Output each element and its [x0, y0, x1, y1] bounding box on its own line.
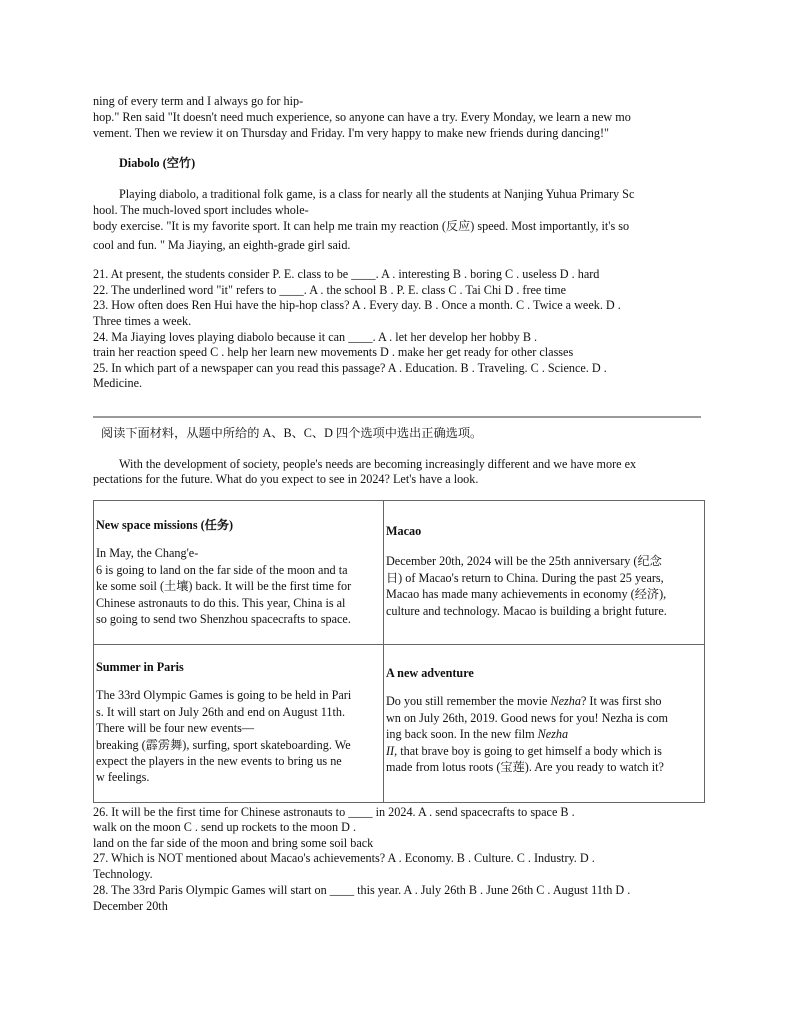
cell-line: ing back soon. In the new film Nezha [386, 727, 569, 742]
cell-line: expect the players in the new events to bring us ne [96, 754, 342, 769]
cell-line: culture and technology. Macao is building a bright future. [386, 603, 667, 618]
question-line: 24. Ma Jiaying loves playing diabolo because it can ____. A . let her develop her hobby B . [93, 330, 538, 344]
cell-line: There will be four new events— [96, 721, 255, 736]
question-line: 26. It will be the first time for Chinese astronauts to ____ in 2024. A . send spacecrafts to space B . [93, 805, 575, 819]
question-line: land on the far side of the moon and bring some soil back [93, 836, 374, 850]
cell-new-adventure [384, 645, 705, 803]
cell-line: Macao has made many achievements in economy (经济), [386, 587, 667, 602]
cell-title: Macao [386, 524, 422, 538]
cell-line: In May, the Chang'e- [96, 546, 199, 561]
question-line: 23. How often does Ren Hui have the hip-hop class? A . Every day. B . Once a month. C . Twice a week. D . [93, 298, 621, 312]
question-line: train her reaction speed C . help her learn new movements D . make her get ready for other classes [93, 345, 574, 359]
intro-line: With the development of society, people's needs are becoming increasingly different and we have more ex [119, 457, 637, 471]
question-line: 21. At present, the students consider P. E. class to be ____. A . interesting B . boring C . useless D . hard [93, 267, 600, 281]
cell-title: A new adventure [386, 666, 474, 680]
passage-line: vement. Then we review it on Thursday and Friday. I'm very happy to make new friends during dancing!" [93, 126, 609, 140]
cell-line: wn on July 26th, 2019. Good news for you! Nezha is com [386, 710, 668, 725]
passage-line: cool and fun. " Ma Jiaying, an eighth-grade girl said. [93, 238, 351, 252]
question-line: 22. The underlined word "it" refers to ____. A . the school B . P. E. class C . Tai Chi D . free time [93, 283, 567, 297]
cell-line: December 20th, 2024 will be the 25th anniversary (纪念 [386, 554, 662, 569]
section-divider [93, 416, 701, 418]
cell-line: made from lotus roots (宝莲). Are you ready to watch it? [386, 760, 664, 775]
cell-line: Chinese astronauts to do this. This year, China is al [96, 595, 346, 610]
cell-macao [384, 501, 705, 645]
passage-line: hool. The much-loved sport includes whole- [93, 203, 309, 217]
cell-line: 日) of Macao's return to China. During the past 25 years, [386, 570, 664, 585]
cell-line: so going to send two Shenzhou spacecrafts to space. [96, 612, 351, 627]
cell-line: ke some soil (土壤) back. It will be the first time for [96, 579, 352, 594]
cell-title: New space missions (任务) [96, 518, 234, 532]
question-line: 25. In which part of a newspaper can you read this passage? A . Education. B . Traveling. C . Science. D . [93, 361, 607, 375]
cell-line: 6 is going to land on the far side of the moon and ta [96, 562, 348, 577]
question-line: Medicine. [93, 376, 143, 390]
section-instruction: 阅读下面材料，从题中所给的 A、B、C、D 四个选项中选出正确选项。 [101, 426, 483, 440]
cell-summer-paris [94, 645, 384, 803]
cell-line: breaking (霹雳舞), surfing, sport skateboarding. We [96, 737, 351, 752]
cell-line: The 33rd Olympic Games is going to be held in Pari [96, 688, 352, 703]
question-line: walk on the moon C . send up rockets to the moon D . [93, 820, 357, 834]
cell-space-missions [94, 501, 384, 645]
intro-line: pectations for the future. What do you expect to see in 2024? Let's have a look. [93, 472, 479, 486]
info-table [93, 500, 705, 803]
question-line: 27. Which is NOT mentioned about Macao's achievements? A . Economy. B . Culture. C . Industry. D . [93, 851, 595, 865]
passage-line: hop." Ren said "It doesn't need much experience, so anyone can have a try. Every Monday, we learn a new mo [93, 110, 631, 124]
cell-line: II, that brave boy is going to get himself a body which is [386, 743, 662, 758]
cell-title: Summer in Paris [96, 660, 184, 674]
cell-line: w feelings. [96, 770, 150, 785]
question-line: Three times a week. [93, 314, 192, 328]
cell-line: s. It will start on July 26th and end on August 11th. [96, 704, 346, 719]
passage-line: body exercise. "It is my favorite sport. It can help me train my reaction (反应) speed. Most importantly, it's so [93, 219, 630, 233]
cell-line: Do you still remember the movie Nezha? It was first sho [386, 694, 662, 709]
passage-line: Playing diabolo, a traditional folk game, is a class for nearly all the students at Nanjing Yuhua Primary Sc [119, 187, 635, 201]
question-line: 28. The 33rd Paris Olympic Games will start on ____ this year. A . July 26th B . June 26th C . August 11th D . [93, 883, 631, 897]
passage-line: ning of every term and I always go for hip- [93, 94, 304, 108]
diabolo-heading: Diabolo (空竹) [119, 156, 196, 170]
question-line: December 20th [93, 899, 168, 913]
question-line: Technology. [93, 867, 153, 881]
